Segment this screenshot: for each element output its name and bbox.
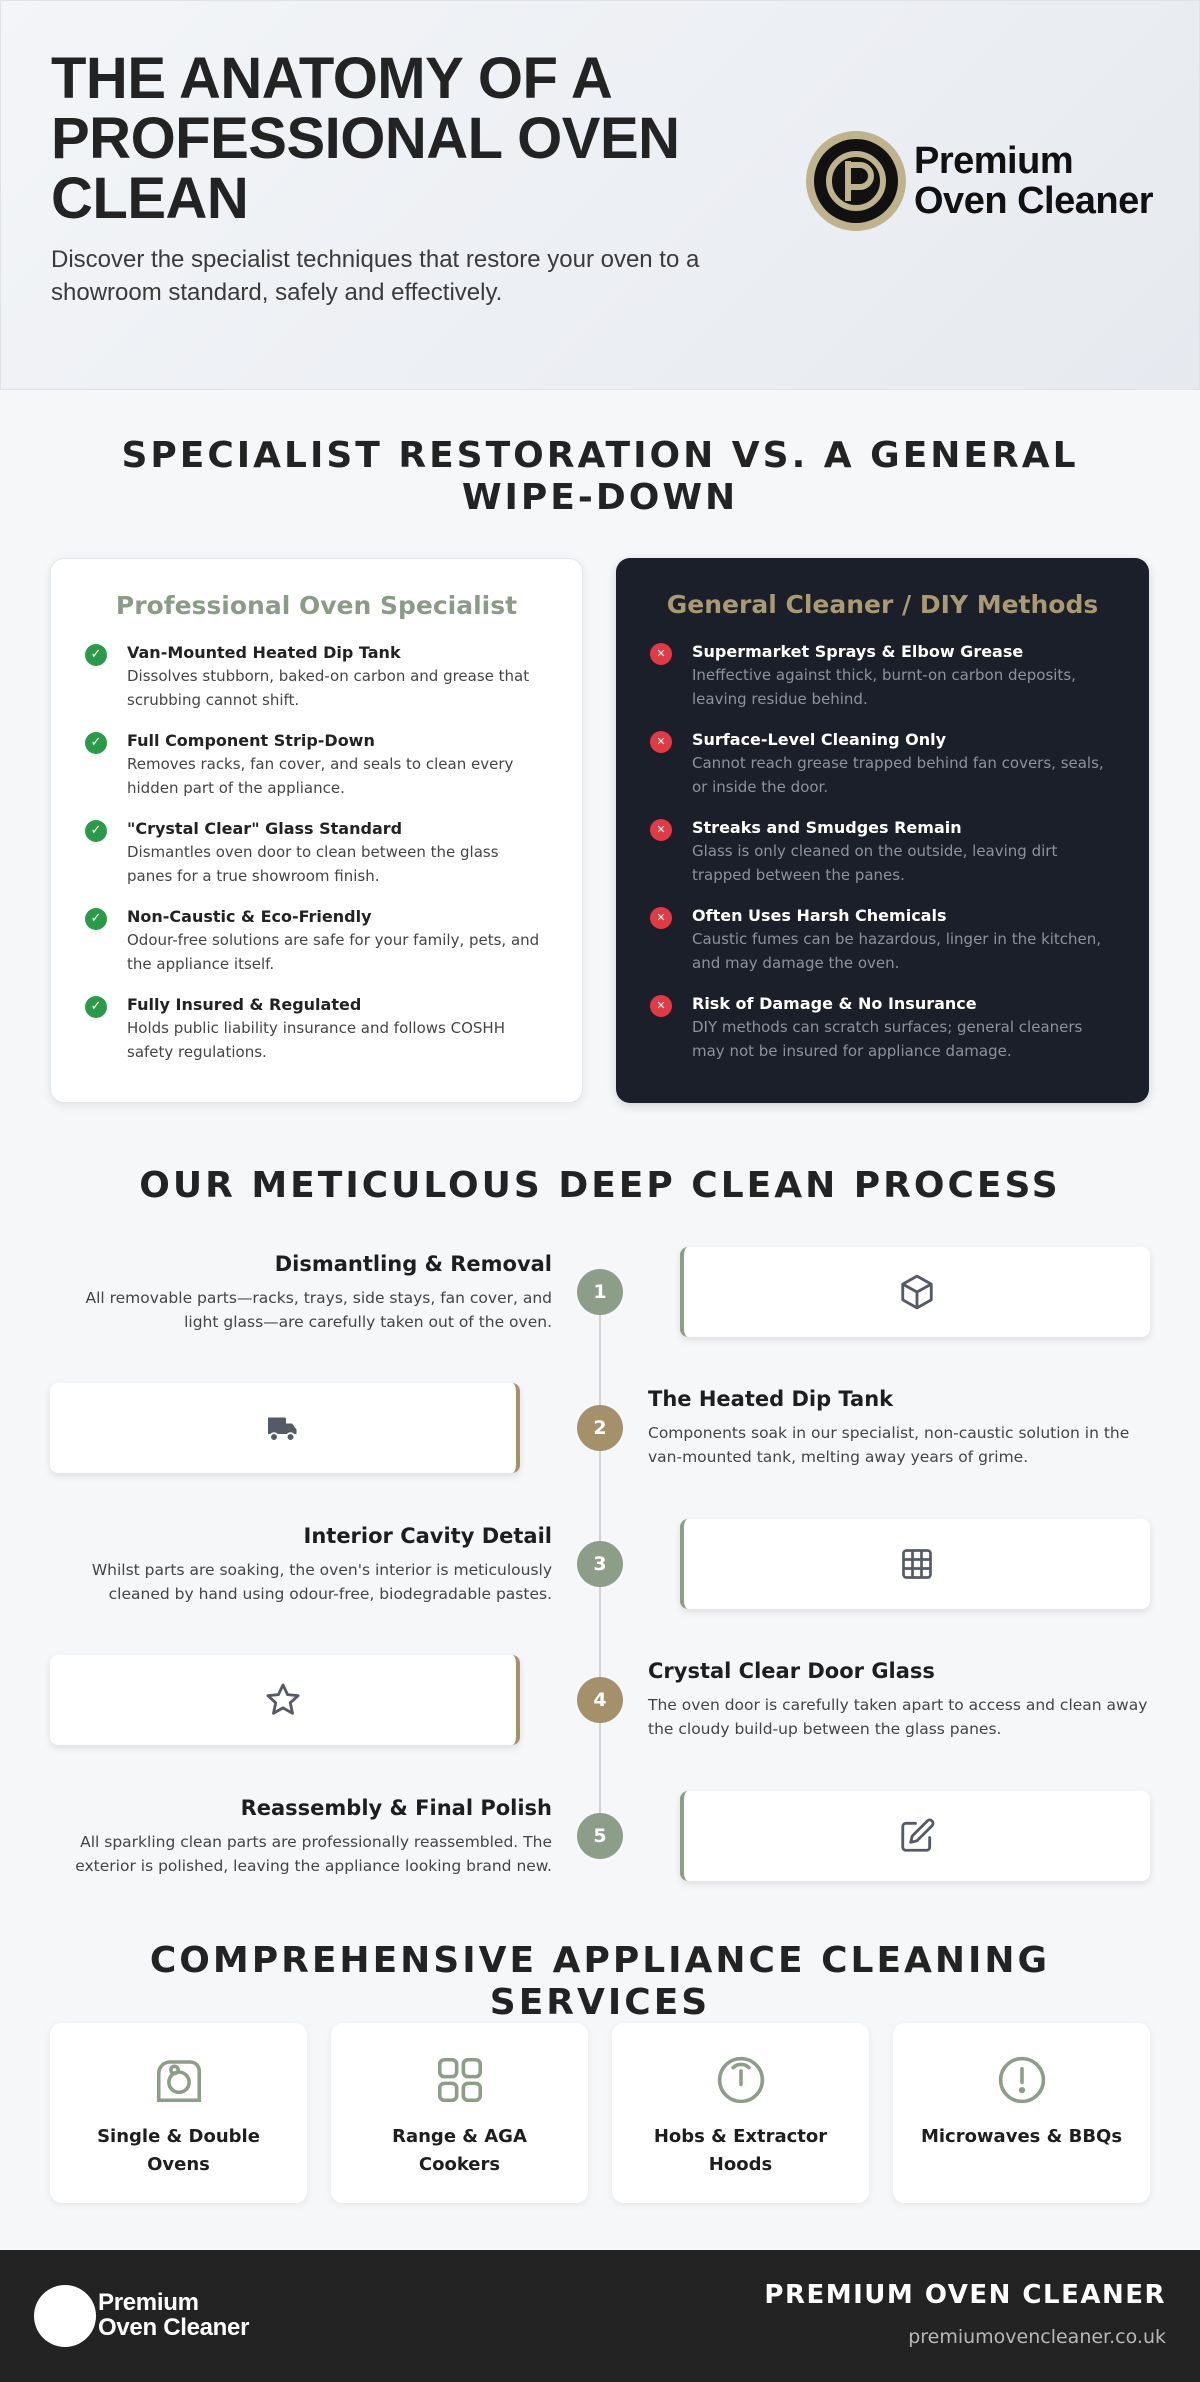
- item-title: Surface-Level Cleaning Only: [692, 730, 946, 749]
- cube-icon: [898, 1273, 936, 1311]
- diy-item: [650, 641, 1115, 729]
- comparison-title: SPECIALIST RESTORATION VS. A GENERAL WIPE-DOWN: [121, 435, 1079, 518]
- step-desc: Components soak in our specialist, non-caustic solution in the van-mounted tank, melting away years of grime.: [648, 1424, 1130, 1466]
- diy-item: [650, 817, 1115, 905]
- item-desc: Cannot reach grease trapped behind fan covers, seals, or inside the door.: [692, 754, 1104, 796]
- service-label: Range & AGA Cookers: [392, 2126, 527, 2175]
- service-card-range[interactable]: [331, 2023, 588, 2203]
- step-title: Reassembly & Final Polish: [240, 1796, 552, 1820]
- service-card-ovens[interactable]: [50, 2023, 307, 2203]
- step-number: 2: [577, 1405, 623, 1451]
- step-title: The Heated Dip Tank: [648, 1387, 894, 1411]
- check-icon: ✓: [85, 996, 107, 1018]
- step-4-text: [648, 1657, 1150, 1741]
- logo-emblem-icon: [806, 131, 906, 231]
- pro-item: [85, 994, 548, 1082]
- item-title: Full Component Strip-Down: [127, 731, 375, 750]
- item-desc: Dissolves stubborn, baked-on carbon and grease that scrubbing cannot shift.: [127, 667, 530, 709]
- item-title: Supermarket Sprays & Elbow Grease: [692, 642, 1024, 661]
- star-icon: [264, 1681, 302, 1719]
- step-title: Interior Cavity Detail: [303, 1524, 552, 1548]
- diy-item: [650, 993, 1115, 1081]
- page-title: THE ANATOMY OF A PROFESSIONAL OVEN CLEAN: [51, 46, 680, 231]
- step-number: 1: [577, 1269, 623, 1315]
- check-icon: ✓: [85, 732, 107, 754]
- step-4-card: [50, 1655, 520, 1745]
- item-title: "Crystal Clear" Glass Standard: [127, 819, 403, 838]
- truck-icon: [265, 1410, 301, 1446]
- oven-icon: [152, 2053, 206, 2107]
- logo-line-2: Oven Cleaner: [914, 180, 1153, 222]
- footer-logo-line-2: Oven Cleaner: [98, 2314, 250, 2341]
- footer-logo-line-1: Premium: [98, 2289, 199, 2316]
- step-number: 3: [577, 1541, 623, 1587]
- grid-icon: [899, 1546, 935, 1582]
- logo-wordmark: [914, 141, 1153, 221]
- burners-icon: [433, 2053, 487, 2107]
- step-desc: Whilst parts are soaking, the oven's interior is meticulously cleaned by hand using odour-free, biodegradable pastes.: [91, 1561, 552, 1603]
- step-desc: All removable parts—racks, trays, side stays, fan cover, and light glass—are carefully taken out of the oven.: [85, 1289, 552, 1331]
- item-title: Van-Mounted Heated Dip Tank: [127, 643, 401, 662]
- pro-item: [85, 730, 548, 818]
- cross-icon: ✕: [650, 731, 672, 753]
- item-title: Often Uses Harsh Chemicals: [692, 906, 947, 925]
- step-title: Dismantling & Removal: [274, 1252, 552, 1276]
- hob-icon: [714, 2053, 768, 2107]
- check-icon: ✓: [85, 908, 107, 930]
- hero-header: [0, 0, 1200, 390]
- services-title: COMPREHENSIVE APPLIANCE CLEANING SERVICES: [149, 1940, 1051, 2023]
- step-number: 4: [577, 1677, 623, 1723]
- step-3-text: [50, 1522, 552, 1606]
- step-5-card: [680, 1791, 1150, 1881]
- cross-icon: ✕: [650, 907, 672, 929]
- pro-item: [85, 642, 548, 730]
- brand-logo[interactable]: [806, 131, 1156, 231]
- step-2-card: [50, 1383, 520, 1473]
- step-desc: The oven door is carefully taken apart to access and clean away the cloudy build-up between the glass panes.: [648, 1696, 1148, 1738]
- page-footer: [0, 2250, 1200, 2382]
- diy-item: [650, 729, 1115, 817]
- service-label: Single & Double Ovens: [97, 2126, 260, 2175]
- step-1-text: [50, 1250, 552, 1334]
- cross-icon: ✕: [650, 995, 672, 1017]
- item-desc: Glass is only cleaned on the outside, leaving dirt trapped between the panes.: [692, 842, 1058, 884]
- cross-icon: ✕: [650, 819, 672, 841]
- edit-icon: [898, 1817, 936, 1855]
- service-card-hobs[interactable]: [612, 2023, 869, 2203]
- item-desc: Ineffective against thick, burnt-on carbon deposits, leaving residue behind.: [692, 666, 1076, 708]
- item-desc: Dismantles oven door to clean between the glass panes for a true showroom finish.: [127, 843, 499, 885]
- step-title: Crystal Clear Door Glass: [648, 1659, 935, 1683]
- footer-logo-wordmark[interactable]: [98, 2290, 249, 2340]
- footer-url-link[interactable]: premiumovencleaner.co.uk: [908, 2326, 1166, 2348]
- item-desc: Holds public liability insurance and follows COSHH safety regulations.: [127, 1019, 505, 1061]
- step-5-text: [50, 1794, 552, 1878]
- step-1-card: [680, 1247, 1150, 1337]
- item-title: Streaks and Smudges Remain: [692, 818, 962, 837]
- item-desc: Caustic fumes can be hazardous, linger in the kitchen, and may damage the oven.: [692, 930, 1102, 972]
- check-icon: ✓: [85, 820, 107, 842]
- footer-brand: PREMIUM OVEN CLEANER: [764, 2280, 1166, 2310]
- cross-icon: ✕: [650, 643, 672, 665]
- item-desc: Removes racks, fan cover, and seals to clean every hidden part of the appliance.: [127, 755, 514, 797]
- logo-line-1: Premium: [914, 140, 1074, 182]
- item-title: Risk of Damage & No Insurance: [692, 994, 977, 1013]
- process-title: OUR METICULOUS DEEP CLEAN PROCESS: [139, 1165, 1061, 1206]
- diy-card-title: General Cleaner / DIY Methods: [666, 590, 1099, 619]
- step-2-text: [648, 1385, 1150, 1469]
- diy-item: [650, 905, 1115, 993]
- service-label: Hobs & Extractor Hoods: [653, 2126, 828, 2175]
- item-title: Non-Caustic & Eco-Friendly: [127, 907, 372, 926]
- pro-item: [85, 818, 548, 906]
- step-number: 5: [577, 1813, 623, 1859]
- step-3-card: [680, 1519, 1150, 1609]
- diy-card: [616, 558, 1149, 1103]
- page-subtitle: Discover the specialist techniques that restore your oven to a showroom standard, safely and effectively.: [51, 246, 700, 306]
- pro-item: [85, 906, 548, 994]
- footer-logo-icon[interactable]: [34, 2285, 96, 2347]
- check-icon: ✓: [85, 644, 107, 666]
- item-title: Fully Insured & Regulated: [127, 995, 362, 1014]
- alert-circle-icon: [995, 2053, 1049, 2107]
- item-desc: Odour-free solutions are safe for your family, pets, and the appliance itself.: [127, 931, 540, 973]
- pro-card-title: Professional Oven Specialist: [115, 591, 518, 620]
- service-card-microwaves[interactable]: [893, 2023, 1150, 2203]
- pro-card: [50, 558, 583, 1103]
- item-desc: DIY methods can scratch surfaces; general cleaners may not be insured for appliance damage.: [692, 1018, 1083, 1060]
- step-desc: All sparkling clean parts are professionally reassembled. The exterior is polished, leaving the appliance looking brand new.: [75, 1833, 552, 1875]
- service-label: Microwaves & BBQs: [920, 2126, 1123, 2147]
